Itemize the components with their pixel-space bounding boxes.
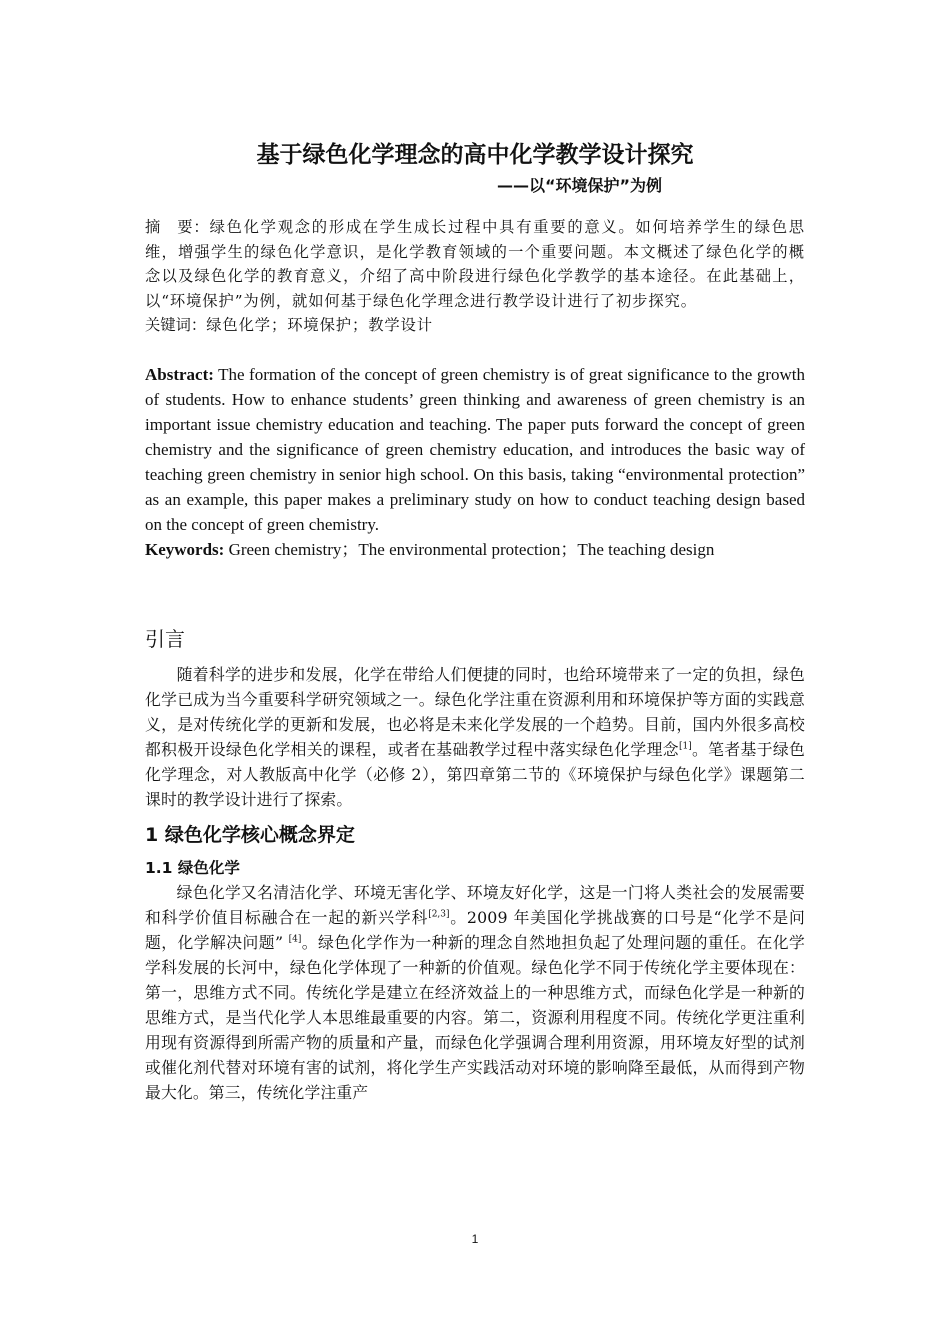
english-abstract-label: Abstract: <box>145 364 214 384</box>
page-content <box>145 140 805 1105</box>
chinese-abstract-label: 摘 要 <box>145 218 194 236</box>
citation-1: [1] <box>678 741 692 752</box>
chinese-keywords <box>145 313 805 338</box>
chinese-keywords-label: 关键词 <box>145 316 191 335</box>
citation-2-3: [2,3] <box>428 909 450 920</box>
english-keywords-label: Keywords: <box>145 539 225 559</box>
section-1-1-text-part-3: 。绿色化学作为一种新的理念自然地担负起了处理问题的重任。在化学学科发展的长河中，绿色化学体现了一种新的价值观。绿色化学不同于传统化学主要体现在：第一，思维方式不同。传统化学是建立在经济效益上的一种思维方式，而绿色化学是一种新的思维方式，是当代化学人本思维最重要的内容。第二，资源利用程度不同。传统化学更注重利用现有资源得到所需产物的质量和产量，而绿色化学强调合理利用资源，用环境友好型的试剂或催化剂代替对环境有害的试剂，将化学生产实践活动对环境的影响降至最低，从而得到产物最大化。第三，传统化学注重产 <box>145 932 805 1102</box>
section-1-1-text-part-2: 。2009 年美国化学挑战赛的口号是“化学不是问题，化学解决问题” <box>145 907 805 952</box>
page-number: 1 <box>471 1232 479 1246</box>
introduction-text-part-2: 。笔者基于绿色化学理念，对人教版高中化学（必修 2），第四章第二节的《环境保护与绿色化学》课题第二课时的教学设计进行了探索。 <box>145 739 806 809</box>
introduction-paragraph <box>145 662 805 812</box>
english-abstract-text: The formation of the concept of green chemistry is of great significance to the growth of students. How to enhance students’ green thinking and awareness of green chemistry is an important issue chemistry education and teaching. The paper puts forward the concept of green chemistry and the significance of green chemistry education, and introduces the basic way of teaching green chemistry in senior high school. On this basis, taking “environmental protection” as an example, this paper makes a preliminary study on how to conduct teaching design based on the concept of green chemistry. <box>145 364 805 534</box>
section-1-heading: 1 绿色化学核心概念界定 <box>145 823 355 846</box>
chinese-abstract <box>145 215 805 313</box>
citation-4: [4] <box>288 934 302 945</box>
paper-title: 基于绿色化学理念的高中化学教学设计探究 <box>256 142 694 168</box>
section-1-1-heading: 1.1 绿色化学 <box>145 858 240 877</box>
english-keywords <box>145 537 805 562</box>
chinese-keywords-separator: ： <box>190 316 207 335</box>
english-keywords-text: Green chemistry；The environmental protection；The teaching design <box>228 539 715 559</box>
chinese-abstract-text: 绿色化学观念的形成在学生成长过程中具有重要的意义。如何培养学生的绿色思维，增强学生的绿色化学意识，是化学教育领域的一个重要问题。本文概述了绿色化学的概念以及绿色化学的教育意义，介绍了高中阶段进行绿色化学教学的基本途径。在此基础上，以“环境保护”为例，就如何基于绿色化学理念进行教学设计进行了初步探究。 <box>145 218 805 310</box>
introduction-heading: 引言 <box>145 626 185 651</box>
chinese-abstract-separator: ： <box>193 218 210 236</box>
section-1-1-text-part-1: 绿色化学又名清洁化学、环境无害化学、环境友好化学，这是一门将人类社会的发展需要和科学价值目标融合在一起的新兴学科 <box>145 882 805 927</box>
english-abstract <box>145 362 805 537</box>
paper-subtitle: ——以“环境保护”为例 <box>496 176 662 195</box>
section-1-1-paragraph <box>145 880 805 1105</box>
chinese-keywords-text: 绿色化学；环境保护；教学设计 <box>206 316 433 335</box>
introduction-text-part-1: 随着科学的进步和发展，化学在带给人们便捷的同时，也给环境带来了一定的负担，绿色化学已成为当今重要科学研究领域之一。绿色化学注重在资源利用和环境保护等方面的实践意义，是对传统化学的更新和发展，也必将是未来化学发展的一个趋势。目前，国内外很多高校都积极开设绿色化学相关的课程，或者在基础教学过程中落实绿色化学理念 <box>145 664 805 759</box>
